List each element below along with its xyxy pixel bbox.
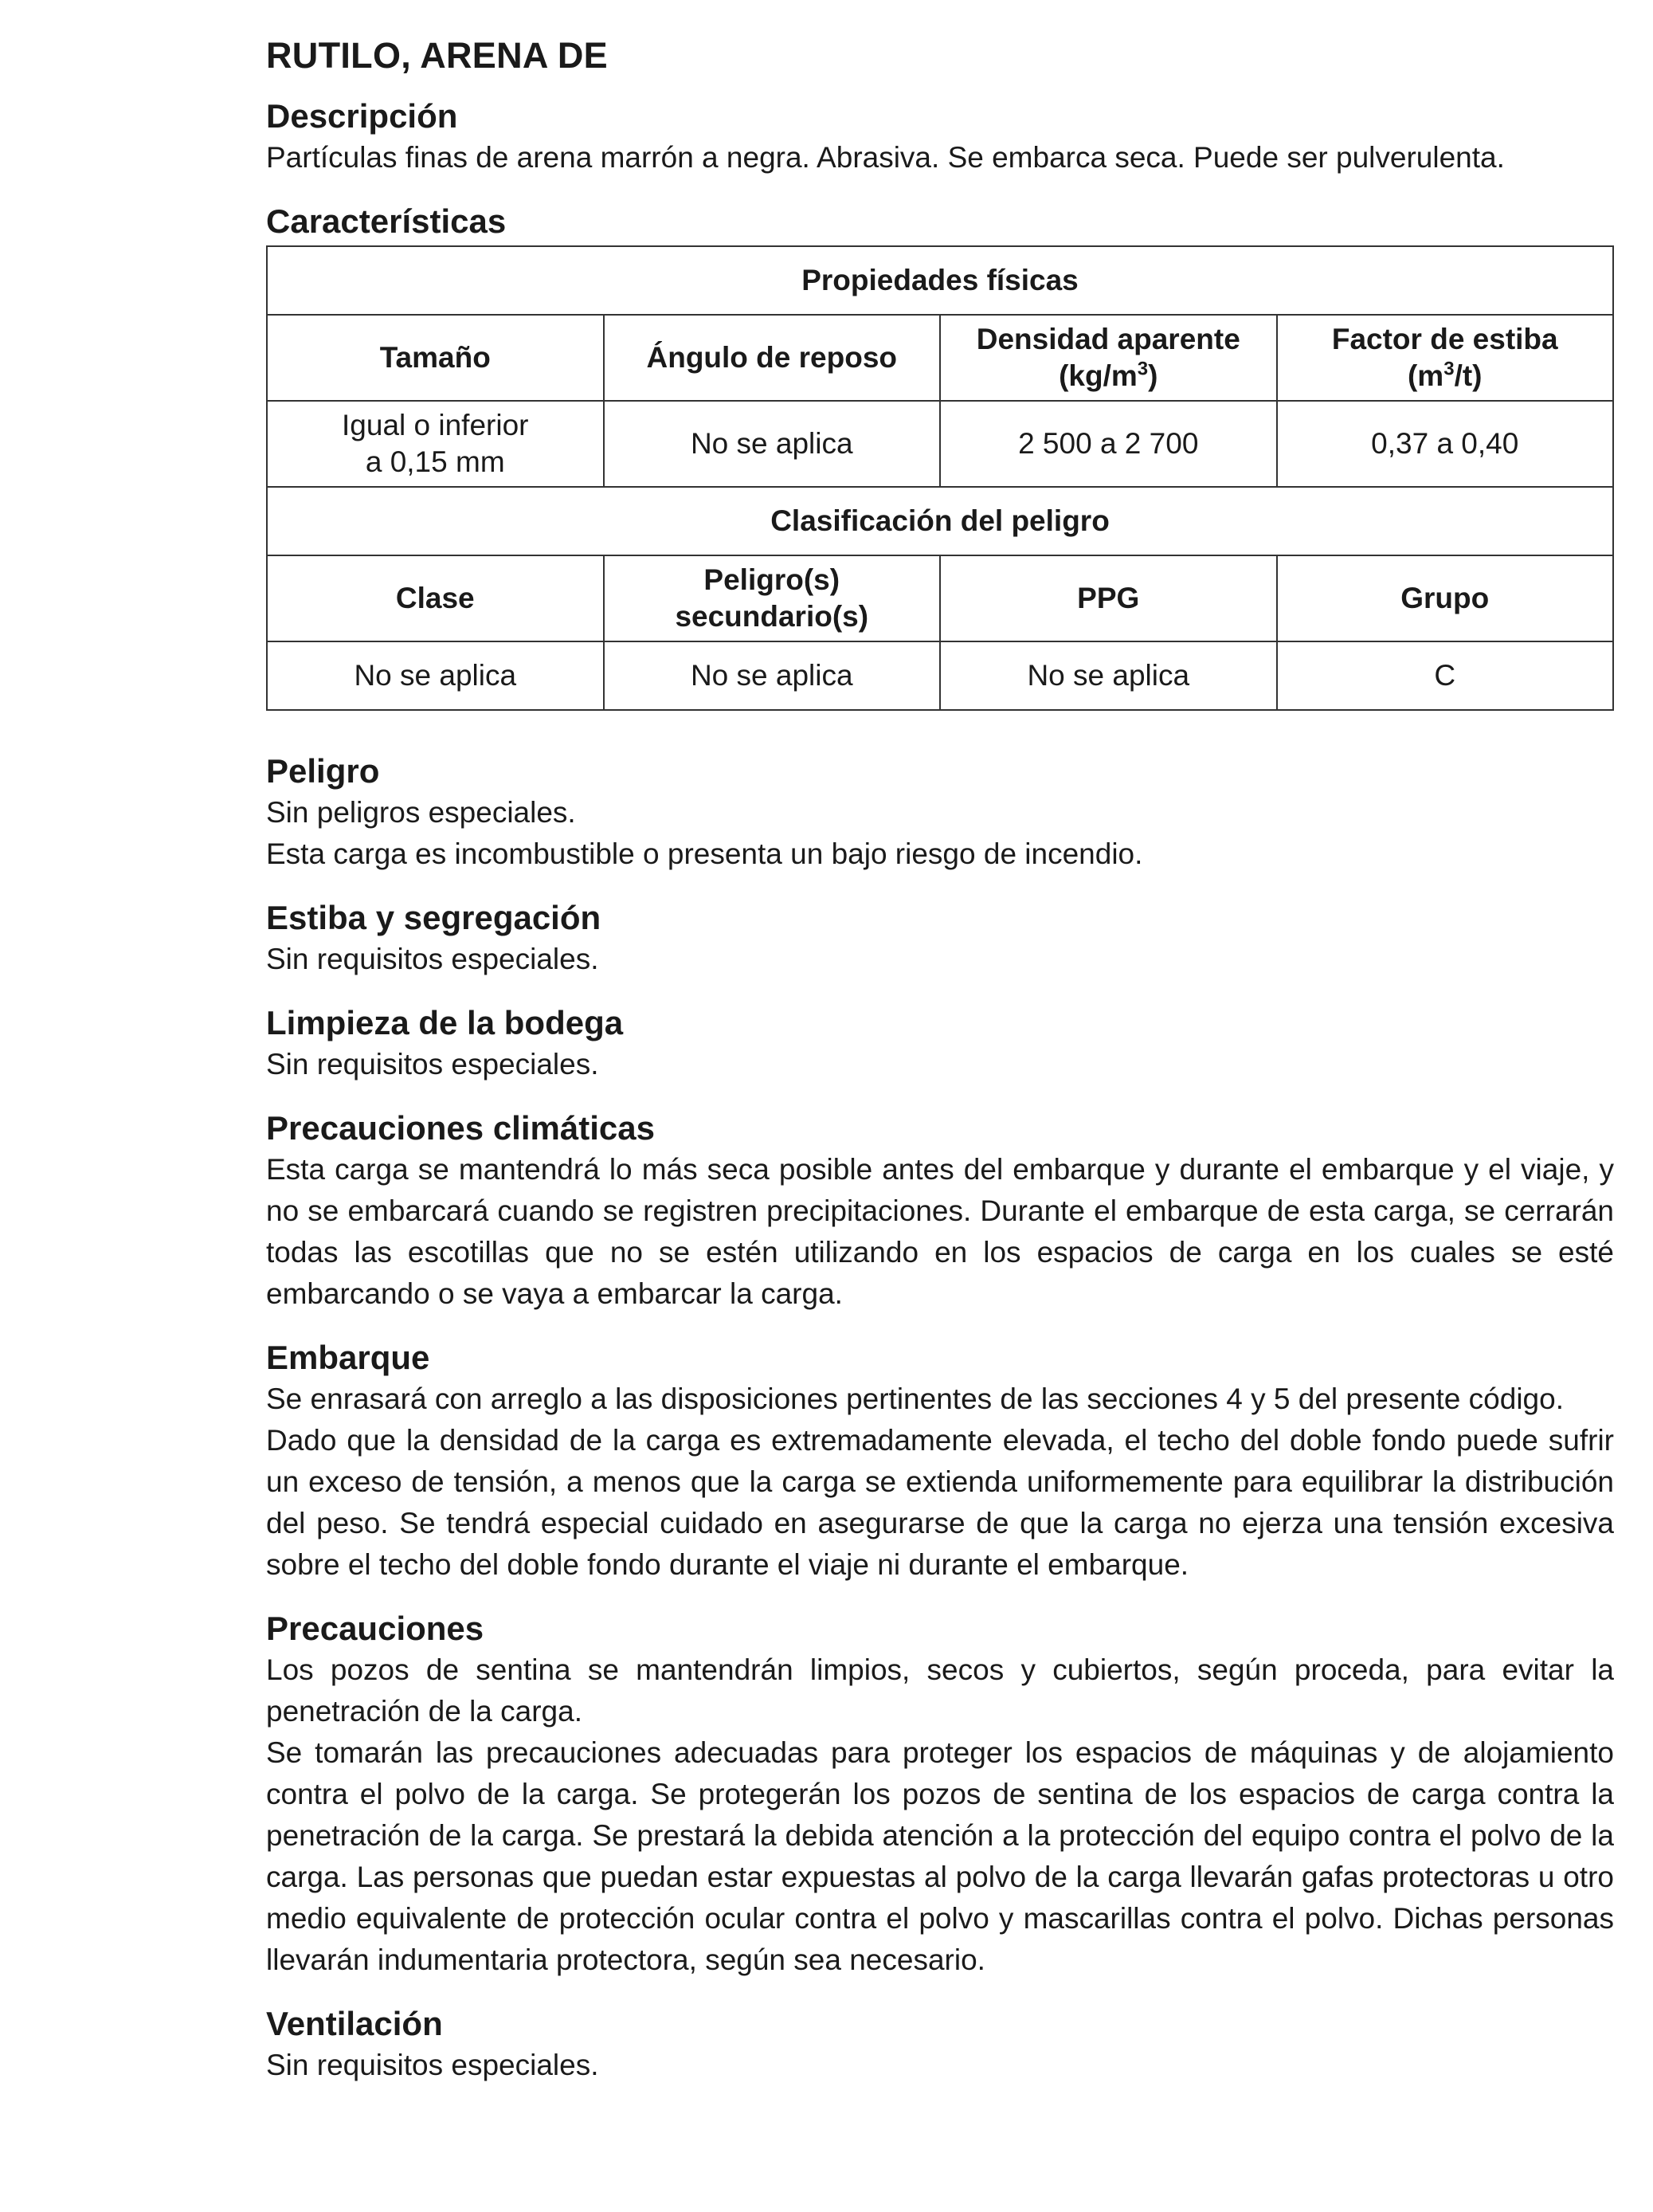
document-title: RUTILO, ARENA DE — [266, 35, 608, 76]
section-precauciones — [266, 1608, 1614, 1981]
section-descripcion — [266, 96, 1614, 178]
secundario-label-line2: secundario(s) — [675, 600, 869, 633]
heading-embarque: Embarque — [266, 1339, 430, 1376]
section-limpieza — [266, 1002, 1614, 1085]
cell-tamano — [267, 401, 604, 487]
factor-unit-superscript: 3 — [1443, 358, 1455, 380]
text-precauciones-p2: Se tomarán las precauciones adecuadas para proteger los espacios de máquinas y de alojamiento contra el polvo de la carga. Se protegerán los pozos de sentina de los espacios de carga contra la penetración de la carga. Se prestará la debida atención a la protección del equipo contra el polvo de la carga. Las personas que puedan estar expuestas al polvo de la carga llevarán gafas protectoras u otro medio equivalente de protección ocular contra el polvo y mascarillas contra el polvo. Dichas personas llevarán indumentaria protectora, según sea necesario. — [266, 1736, 1614, 1976]
text-precauciones-p1: Los pozos de sentina se mantendrán limpios, secos y cubiertos, según proceda, para evitar la penetración de la carga. — [266, 1653, 1614, 1728]
col-header-densidad — [940, 315, 1277, 401]
densidad-unit-base: (kg/m — [1059, 359, 1138, 392]
cell-densidad: 2 500 a 2 700 — [940, 401, 1277, 487]
text-peligro-line2: Esta carga es incombustible o presenta un bajo riesgo de incendio. — [266, 837, 1143, 870]
heading-limpieza: Limpieza de la bodega — [266, 1004, 624, 1041]
densidad-unit — [950, 358, 1267, 394]
heading-descripcion: Descripción — [266, 97, 458, 135]
section-peligro — [266, 751, 1614, 875]
cell-angulo: No se aplica — [604, 401, 941, 487]
table-row-physical-values — [267, 401, 1613, 487]
cell-clase: No se aplica — [267, 641, 604, 710]
densidad-label: Densidad aparente — [976, 323, 1240, 355]
hazard-classification-header: Clasificación del peligro — [267, 487, 1613, 555]
cell-factor: 0,37 a 0,40 — [1277, 401, 1614, 487]
densidad-unit-end: ) — [1148, 359, 1158, 392]
factor-unit-base: (m — [1407, 359, 1444, 392]
secundario-label-line1: Peligro(s) — [703, 563, 840, 596]
table-row-physical-header — [267, 246, 1613, 315]
text-peligro-line1: Sin peligros especiales. — [266, 796, 576, 829]
factor-unit — [1287, 358, 1604, 394]
cell-grupo: C — [1277, 641, 1614, 710]
heading-estiba: Estiba y segregación — [266, 899, 601, 936]
characteristics-table — [266, 245, 1614, 711]
text-embarque-p2: Dado que la densidad de la carga es extremadamente elevada, el techo del doble fondo puede sufrir un exceso de tensión, a menos que la carga se extienda uniformemente para equilibrar la distribución del peso. Se tendrá especial cuidado en asegurarse de que la carga no ejerza una tensión excesiva sobre el techo del doble fondo durante el viaje ni durante el embarque. — [266, 1424, 1614, 1581]
cell-secundario: No se aplica — [604, 641, 941, 710]
heading-precauciones: Precauciones — [266, 1610, 484, 1647]
tamano-value-line2: a 0,15 mm — [365, 445, 505, 478]
cell-ppg: No se aplica — [940, 641, 1277, 710]
factor-unit-end: /t) — [1454, 359, 1483, 392]
heading-caracteristicas: Características — [266, 202, 507, 240]
section-embarque — [266, 1337, 1614, 1586]
text-descripcion: Partículas finas de arena marrón a negra. Abrasiva. Se embarca seca. Puede ser pulverulenta. — [266, 141, 1505, 174]
col-header-ppg: PPG — [940, 555, 1277, 641]
table-row-hazard-columns — [267, 555, 1613, 641]
factor-label: Factor de estiba — [1331, 323, 1558, 355]
col-header-factor — [1277, 315, 1614, 401]
section-precauciones-climaticas — [266, 1108, 1614, 1315]
heading-precauciones-climaticas: Precauciones climáticas — [266, 1109, 655, 1147]
densidad-unit-superscript: 3 — [1137, 358, 1149, 380]
text-embarque-p1: Se enrasará con arreglo a las disposiciones pertinentes de las secciones 4 y 5 del presente código. — [266, 1382, 1564, 1415]
col-header-tamano: Tamaño — [267, 315, 604, 401]
heading-peligro: Peligro — [266, 752, 380, 790]
document-page — [266, 33, 1614, 2108]
col-header-angulo: Ángulo de reposo — [604, 315, 941, 401]
section-caracteristicas — [266, 201, 1614, 711]
text-limpieza: Sin requisitos especiales. — [266, 1048, 599, 1081]
tamano-value-line1: Igual o inferior — [342, 409, 529, 441]
table-row-physical-columns — [267, 315, 1613, 401]
text-precauciones-climaticas: Esta carga se mantendrá lo más seca posible antes del embarque y durante el embarque y el viaje, y no se embarcará cuando se registren precipitaciones. Durante el embarque de esta carga, se cerrarán todas las escotillas que no se estén utilizando en los espacios de carga en los cuales se esté embarcando o se vaya a embarcar la carga. — [266, 1153, 1614, 1310]
physical-properties-header: Propiedades físicas — [267, 246, 1613, 315]
heading-ventilacion: Ventilación — [266, 2005, 443, 2042]
text-estiba: Sin requisitos especiales. — [266, 943, 599, 975]
section-estiba — [266, 897, 1614, 980]
section-ventilacion — [266, 2003, 1614, 2086]
table-row-hazard-values — [267, 641, 1613, 710]
col-header-clase: Clase — [267, 555, 604, 641]
table-row-hazard-header — [267, 487, 1613, 555]
col-header-grupo: Grupo — [1277, 555, 1614, 641]
text-ventilacion: Sin requisitos especiales. — [266, 2049, 599, 2081]
col-header-secundario — [604, 555, 941, 641]
